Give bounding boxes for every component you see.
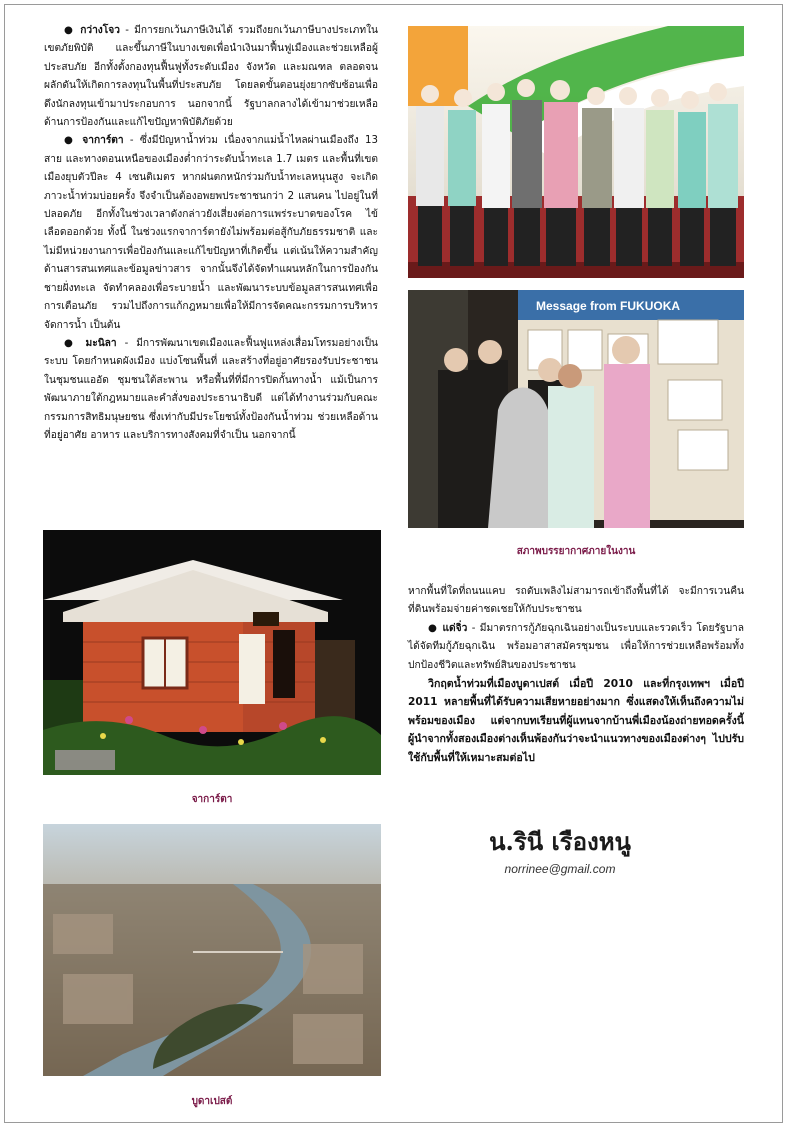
exhibition-caption: สภาพบรรยากาศภายในงาน: [516, 546, 636, 557]
budapest-caption: บูดาเปสต์: [191, 1096, 233, 1107]
group-photo: [408, 26, 744, 278]
paragraph-manila: [44, 335, 378, 445]
paragraph-text: - มีการยกเว้นภาษีเงินได้ รวมถึงยกเว้นภาษีบางประเภทในเขตภัยพิบัติ และขึ้นภาษีในบางเขตเพื่อนำเงินมาฟื้นฟูเมืองและช่วยเหลือผู้ประสบภัย อีกทั้งตั้งกองทุนฟื้นฟูทั้งระดับเมือง จังหวัด และมณฑล ตลอดจนผลักดันให้เกิดการลงทุนในพื้นที่ประสบภัย โดยลดขั้นตอนยุ่งยากซับซ้อนเพื่อดึงนักลงทุนเข้ามาประกอบการ นอกจากนี้ รัฐบาลกลางได้เข้ามาช่วยเหลือด้านการป้องกันและแก้ไขปัญหาพิบัติภัยด้วย: [44, 25, 379, 129]
paragraph-text: - มีการพัฒนาเขตเมืองและฟื้นฟูแหล่งเสื่อมโทรมอย่างเป็นระบบ โดยกำหนดผังเมือง แบ่งโซนพื้นที่ และสร้างที่อยู่อาศัยรองรับประชาชนในชุมชนแออัด ชุมชนใต้สะพาน หรือพื้นที่ที่มีการปิดกั้นทางน้ำ แม้เป็นการพัฒนาภายใต้กฎหมายและคำสั่งของประธานาธิบดี แต่ได้ทำงานร่วมกับคณะกรรมการสิทธิมนุษยชน ซึ่งเท่ากับมีประโยชน์ทั้งป้องกันน้ำท่วม ช่วยเหลือด้านที่อยู่อาศัย อาหาร และบริการทางสังคมที่จำเป็น นอกจากนี้: [44, 337, 378, 441]
paragraph-continued: หากพื้นที่ใดที่ถนนแคบ รถดับเพลิงไม่สามารถเข้าถึงพื้นที่ได้ จะมีการเวนคืนที่ดินพร้อมจ่ายค่าชดเชยให้กับประชาชน: [408, 586, 744, 616]
paragraph-conclusion: วิกฤตน้ำท่วมที่เมืองบูดาเปสต์ เมื่อปี 2010 และที่กรุงเทพฯ เมื่อปี 2011 หลายพื้นที่ได้รับความเสียหายอย่างมาก ซึ่งแสดงให้เห็นถึงความไม่พร้อมของเมือง แต่จากบทเรียนที่ผู้แทนจากบ้านพี่เมืองน้องถ่ายทอดครั้งนี้ ผู้นำจากทั้งสองเมืองต่างเห็นพ้องกันว่าจะนำแนวทางของเมืองต่างๆ ไปปรับใช้กับพื้นที่ให้เหมาะสมต่อไป: [408, 678, 744, 764]
jakarta-caption: จาการ์ตา: [191, 794, 233, 805]
author-name: น.รินี เรืองหนู: [489, 827, 631, 856]
left-text-column: [44, 22, 378, 445]
budapest-photo-image: [43, 824, 381, 1076]
city-title: กว่างโจว: [80, 25, 120, 36]
paragraph-jakarta: [44, 132, 378, 334]
jakarta-photo: [43, 530, 381, 775]
bullet-icon: ●: [64, 25, 75, 36]
paragraph-daegu: [408, 620, 744, 675]
bullet-icon: ●: [64, 337, 78, 349]
paragraph-text: - ซึ่งมีปัญหาน้ำท่วม เนื่องจากแม่น้ำไหลผ่านเมืองถึง 13 สาย และทางตอนเหนือของเมืองต่ำกว่าระดับน้ำทะเล 1.7 เมตร และพื้นที่เขตเมืองยุบตัวปีละ 4 เซนติเมตร หากฝนตกหนักร่วมกับน้ำทะเลหนุนสูง จะเกิดภาวะน้ำท่วมบ่อยครั้ง จึงจำเป็นต้องอพยพประชาชนกว่า 2 แสนคน ไปอยู่ในที่ปลอดภัย อีกทั้งในช่วงเวลาดังกล่าวยังเสี่ยงต่อการแพร่ระบาดของโรค ไข้เลือดออกด้วย ทั้งนี้ ในช่วงแรกจาการ์ตายังไม่พร้อมต่อสู้กับภัยธรรมชาติ และไม่มีหน่วยงานการเพื่อป้องกันและแก้ไขปัญหาที่เกิดขึ้น แต่เน้นให้ความสำคัญด้านสารสนเทศและข้อมูลข่าวสาร จากนั้นจึงได้จัดทำแผนหลักในการป้องกันชายฝั่งทะเล จัดทำคลองเพื่อระบายน้ำ และพัฒนาระบบข้อมูลสารสนเทศเพื่อการเตือนภัย รวมไปถึงการแก้กฎหมายเพื่อให้มีการจัดคณะกรรมการบริหารจัดการน้ำ เป็นต้น: [44, 135, 378, 331]
right-text-column: [408, 583, 744, 767]
city-title: มะนิลา: [85, 337, 117, 349]
city-title: แด่จิ่ว: [442, 622, 468, 634]
author-email: norrinee@gmail.com: [504, 862, 616, 876]
group-photo-image: [408, 26, 744, 278]
jakarta-photo-image: [43, 530, 381, 775]
city-title: จาการ์ตา: [82, 135, 124, 147]
exhibition-photo-image: [408, 290, 744, 528]
bullet-icon: ●: [64, 135, 76, 147]
paragraph-text: - มีมาตรการกู้ภัยฉุกเฉินอย่างเป็นระบบและรวดเร็ว โดยรัฐบาลได้จัดทีมกู้ภัยฉุกเฉิน พร้อมอาสาสมัครชุมชน เพื่อให้การช่วยเหลือพร้อมทั้งปกป้องชีวิตและทรัพย์สินของประชาชน: [408, 622, 744, 671]
exhibition-photo: [408, 290, 744, 528]
fukuoka-sign-text: Message from FUKUOKA: [536, 299, 681, 313]
paragraph-guangzhou: [44, 22, 378, 132]
bullet-icon: ●: [428, 622, 439, 634]
budapest-photo: [43, 824, 381, 1076]
